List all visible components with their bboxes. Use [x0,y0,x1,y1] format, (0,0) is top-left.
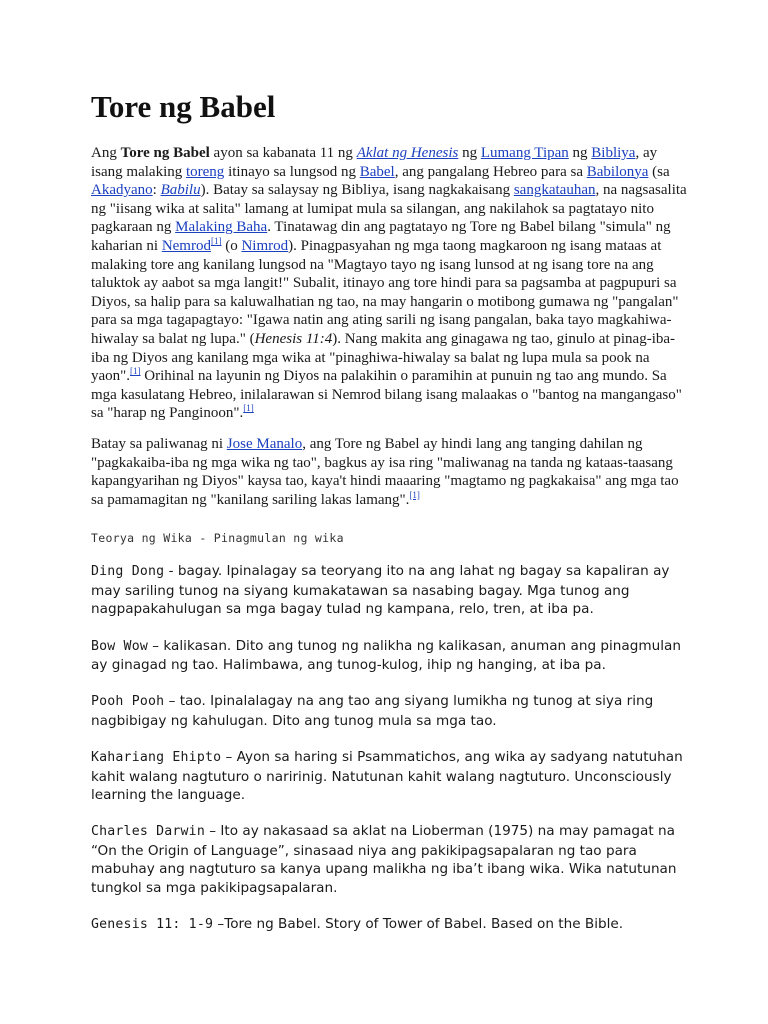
text-run: ). Batay sa salaysay ng Bibliya, isang nagkakaisang [200,182,514,199]
link-babilonya[interactable]: Babilonya [586,163,649,180]
text-run: Batay sa paliwanag ni [91,435,227,452]
ref-link[interactable]: [1] [210,235,222,246]
text-run: (o [221,237,242,254]
link-nimrod[interactable]: Nimrod [241,237,289,254]
ref-link[interactable]: [1] [243,403,254,414]
link-babilu[interactable]: Babilu [160,182,201,199]
theory-term: Ding Dong [91,564,165,580]
text-run: , ang Tore ng Babel ay hindi lang ang tanging dahilan ng "pagkakaiba-iba ng mga wika ng tao", bagkus ay isa ring "maliwanag na tanda ng kataas-taasang kapangyarihan ng Diyos" kaysa tao, kaya't hindi maaaring "magtamo ng pagkakaisa" ang mga tao sa pamamagitan ng "kanilang sariling lakas lamang". [91,435,679,508]
link-malaking-baha[interactable]: Malaking Baha [175,219,268,236]
theory-text: – tao. Ipinalalagay na ang tao ang siyang lumikha ng tunog at siya ring nagbibigay ng kahulugan. Dito ang tunog mula sa mga tao. [91,693,654,729]
text-run: (sa [648,163,670,180]
link-akadyano[interactable]: Akadyano [91,182,153,199]
link-babel[interactable]: Babel [359,163,395,180]
theory-text: – Ito ay nakasaad sa aklat na Lioberman (1975) na may pamagat na “On the Origin of Language”, sinasaad niya ang pakikipagsapalaran ng tao para mabuhay ang nagtuturo sa kanya upang malikha ng iba’t ibang wika. Wika natutunan tungkol sa mga pakikipagsapalaran. [91,823,677,896]
text-run: Orihinal na layunin ng Diyos na palakihin o paramihin at punuin ng tao ang mundo. Sa mga kasulatang Hebreo, inilalarawan si Nemrod bilang isang malaakas o "bantog na mangangaso" sa "harap ng Panginoon". [91,368,682,422]
bold-term: Tore ng Babel [120,145,210,161]
ref-link[interactable]: [1] [409,489,420,500]
reference-marker [130,366,141,376]
reference-marker [211,236,222,246]
theory-text: – Ayon sa haring si Psammatichos, ang wika ay sadyang natutuhan kahit walang nagtuturo o naririnig. Natutunan kahit walang nagtuturo. Unconsciously learning the language. [91,749,683,803]
document-page [91,88,687,952]
link-nemrod[interactable]: Nemrod [161,237,211,254]
link-bibliya[interactable]: Bibliya [591,145,636,161]
theory-term: Kahariang Ehipto [91,750,222,766]
text-run: . Tinatawag din ang pagtatayo ng Tore ng Babel bilang "simula" ng kaharian ni [91,219,671,254]
link-jose-manalo[interactable]: Jose Manalo [226,435,303,452]
theory-item [91,562,687,618]
link-aklat-ng-henesis[interactable]: Aklat ng Henesis [356,145,459,161]
text-run: ayon sa kabanata 11 ng [209,145,357,161]
theory-term: Bow Wow [91,638,148,654]
text-run: , ang pangalang Hebreo para sa [394,163,587,180]
theory-item [91,915,687,934]
intro-paragraph [91,144,687,423]
link-toreng[interactable]: toreng [185,163,225,180]
theory-term: Charles Darwin [91,824,205,840]
theory-item [91,692,687,730]
ref-link[interactable]: [1] [130,366,141,377]
text-run: itinayo sa lungsod ng [224,163,360,180]
italic-citation: Henesis 11:4 [254,330,333,347]
text-run: ). Pinagpasyahan ng mga taong magkaroon ng isang mataas at malaking tore ang kanilang lungsod na "Magtayo tayo ng isang lunsod at ng isang tore na ang taluktok ay aabot sa mga langit!" Subalit, itinayo ang tore hindi para sa pagsamba at pagpupuri sa Diyos, sa halip para sa kaluwalhatian ng tao, na may hangarin o motibong gumawa ng "pangalan" para sa mga tagapagtayo: "Igawa natin ang ating sarili ng isang pangalan, baka tayo magkahiwa-hiwalay sa balat ng lupa." ( [91,237,679,347]
theory-text: –Tore ng Babel. Story of Tower of Babel. Based on the Bible. [213,915,624,932]
theory-item [91,637,687,675]
theory-term: Pooh Pooh [91,694,165,710]
text-run: , ay isang malaking [91,145,658,180]
page-title: Tore ng Babel [91,89,276,124]
theory-heading: Teorya ng Wika - Pinagmulan ng wika [91,531,344,546]
manalo-paragraph [91,435,687,509]
text-run: Ang [91,145,121,161]
reference-marker [243,403,254,413]
text-run: ng [568,145,592,161]
text-run: ). Nang makita ang ginagawa ng tao, ginulo at pinag-iba-iba ng Diyos ang kanilang mga wika at "pinaghiwa-hiwalay sa balat ng lupa mula sa pook na yaon". [91,330,676,385]
theory-text: - bagay. Ipinalagay sa teoryang ito na ang lahat ng bagay sa kapaliran ay may sariling tunog na siyang kumakatawan sa nasabing bagay. Mga tunog ang nagpapakahulugan sa mga bagay tulad ng kampana, relo, tren, at iba pa. [91,563,670,618]
theory-text: – kalikasan. Dito ang tunog ng nalikha ng kalikasan, anuman ang pinagmulan ay ginagad ng tao. Halimbawa, ang tunog-kulog, ihip ng hanging, at iba pa. [91,637,681,673]
link-lumang-tipan[interactable]: Lumang Tipan [480,145,569,161]
theory-term: Genesis 11: 1-9 [91,916,214,932]
theory-item [91,748,687,804]
text-run: , na nagsasalita ng "iisang wika at salita" lamang at lumipat mula sa silangan, ang nakilahok sa pagtatayo nito pagkaraan ng [91,182,687,236]
reference-marker [409,490,420,500]
text-run: ng [458,145,481,161]
theory-item [91,822,687,897]
text-run: : [152,182,161,199]
link-sangkatauhan[interactable]: sangkatauhan [513,182,596,199]
